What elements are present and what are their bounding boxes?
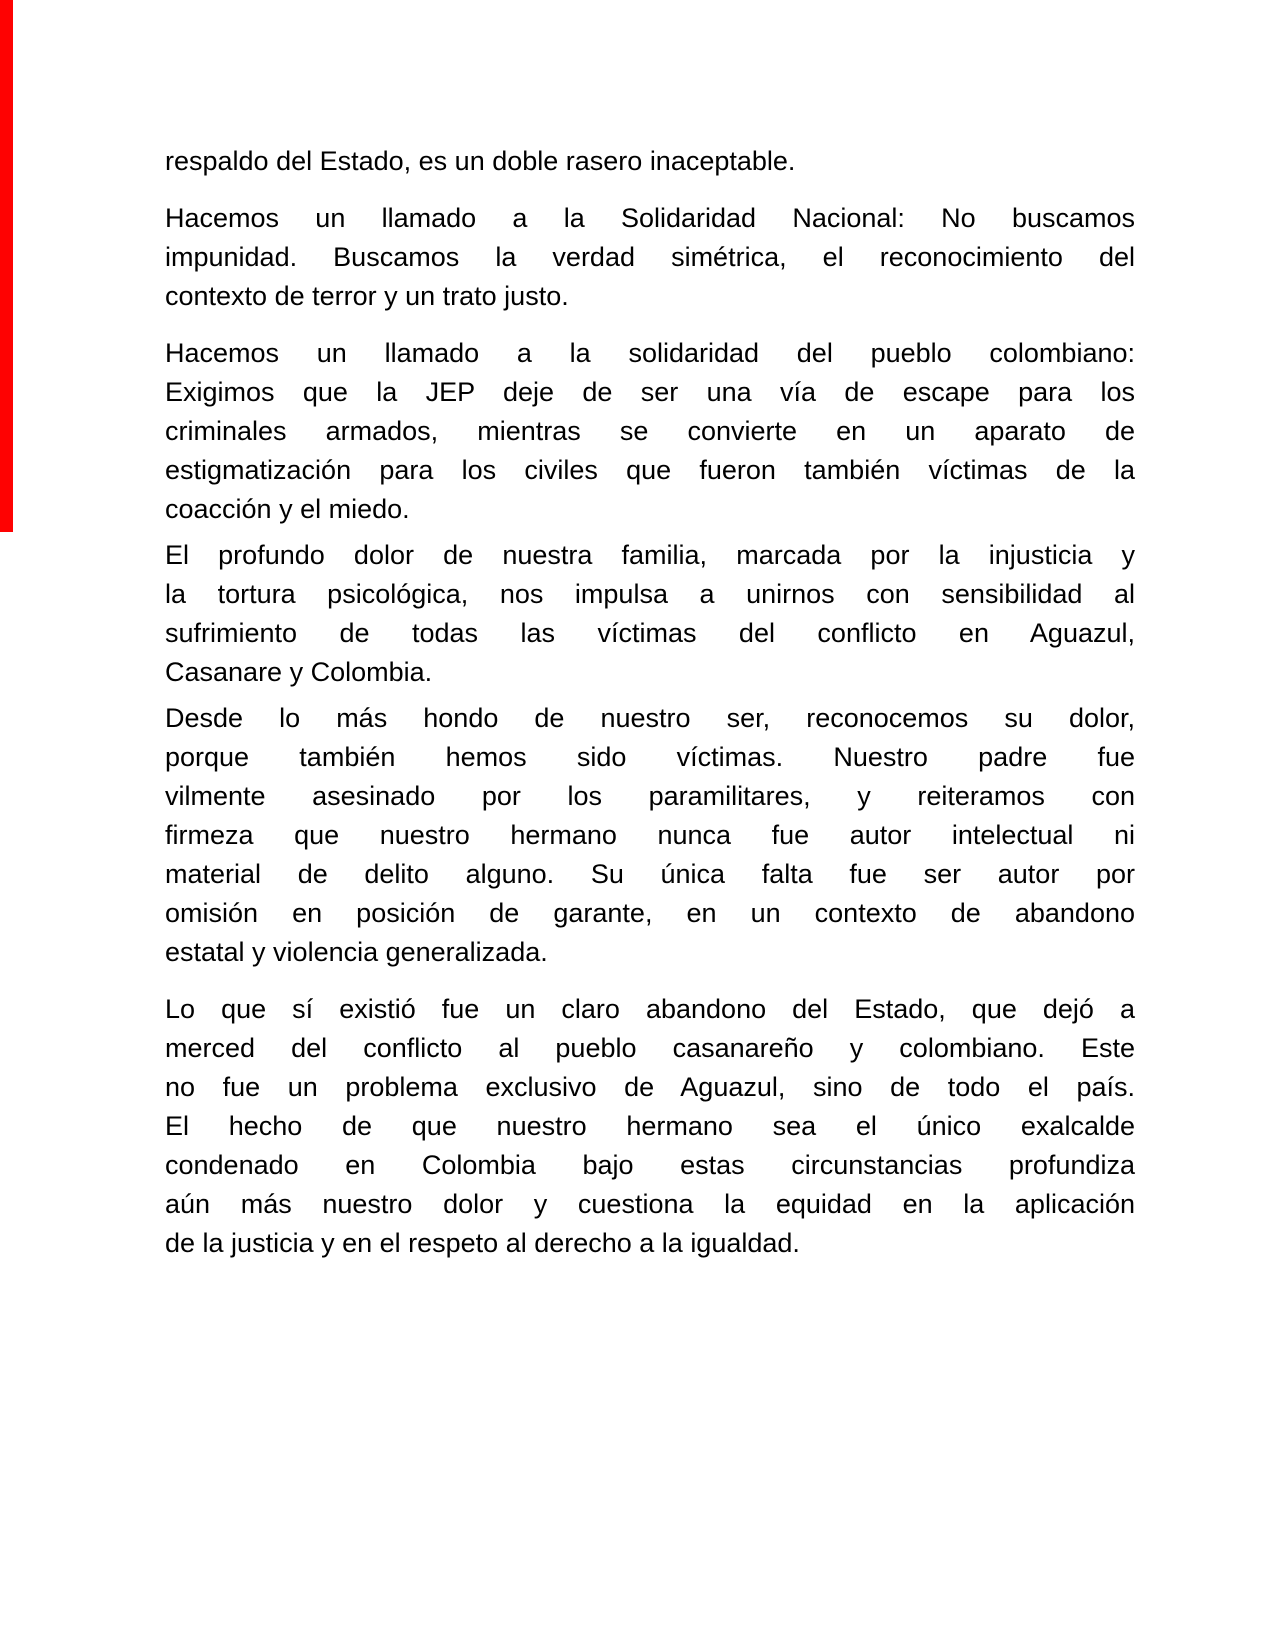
paragraph bbox=[165, 990, 1135, 1263]
text-line: respaldo del Estado, es un doble rasero inaceptable. bbox=[165, 146, 796, 176]
text-line: Casanare y Colombia. bbox=[165, 657, 433, 687]
text-line: Exigimos que la JEP deje de ser una vía de escape para los bbox=[165, 377, 1135, 407]
text-line: material de delito alguno. Su única falta fue ser autor por bbox=[165, 859, 1135, 889]
text-line: no fue un problema exclusivo de Aguazul, sino de todo el país. bbox=[165, 1072, 1135, 1102]
text-line: Hacemos un llamado a la solidaridad del pueblo colombiano: bbox=[165, 338, 1135, 368]
text-line: merced del conflicto al pueblo casanareño y colombiano. Este bbox=[165, 1033, 1135, 1063]
text-line: estigmatización para los civiles que fueron también víctimas de la bbox=[165, 455, 1135, 485]
text-line: contexto de terror y un trato justo. bbox=[165, 281, 569, 311]
text-line: Lo que sí existió fue un claro abandono del Estado, que dejó a bbox=[165, 994, 1135, 1024]
text-line: coacción y el miedo. bbox=[165, 494, 410, 524]
text-line: firmeza que nuestro hermano nunca fue autor intelectual ni bbox=[165, 820, 1135, 850]
paragraph bbox=[165, 199, 1135, 316]
text-line: El hecho de que nuestro hermano sea el único exalcalde bbox=[165, 1111, 1135, 1141]
text-line: omisión en posición de garante, en un contexto de abandono bbox=[165, 898, 1135, 928]
text-line: aún más nuestro dolor y cuestiona la equidad en la aplicación bbox=[165, 1189, 1135, 1219]
text-line: de la justicia y en el respeto al derecho a la igualdad. bbox=[165, 1228, 800, 1258]
text-line: Desde lo más hondo de nuestro ser, reconocemos su dolor, bbox=[165, 703, 1135, 733]
paragraph bbox=[165, 334, 1135, 529]
text-line: sufrimiento de todas las víctimas del conflicto en Aguazul, bbox=[165, 618, 1135, 648]
text-line: criminales armados, mientras se convierte en un aparato de bbox=[165, 416, 1135, 446]
paragraph bbox=[165, 536, 1135, 692]
text-line: porque también hemos sido víctimas. Nuestro padre fue bbox=[165, 742, 1135, 772]
paragraph bbox=[165, 142, 1135, 181]
document-body bbox=[165, 142, 1135, 1281]
text-line: vilmente asesinado por los paramilitares, y reiteramos con bbox=[165, 781, 1135, 811]
text-line: Hacemos un llamado a la Solidaridad Nacional: No buscamos bbox=[165, 203, 1135, 233]
text-line: estatal y violencia generalizada. bbox=[165, 937, 548, 967]
paragraph bbox=[165, 699, 1135, 972]
text-line: condenado en Colombia bajo estas circunstancias profundiza bbox=[165, 1150, 1135, 1180]
text-line: impunidad. Buscamos la verdad simétrica, el reconocimiento del bbox=[165, 242, 1135, 272]
text-line: la tortura psicológica, nos impulsa a unirnos con sensibilidad al bbox=[165, 579, 1135, 609]
red-edge-bar bbox=[0, 0, 13, 532]
text-line: El profundo dolor de nuestra familia, marcada por la injusticia y bbox=[165, 540, 1135, 570]
